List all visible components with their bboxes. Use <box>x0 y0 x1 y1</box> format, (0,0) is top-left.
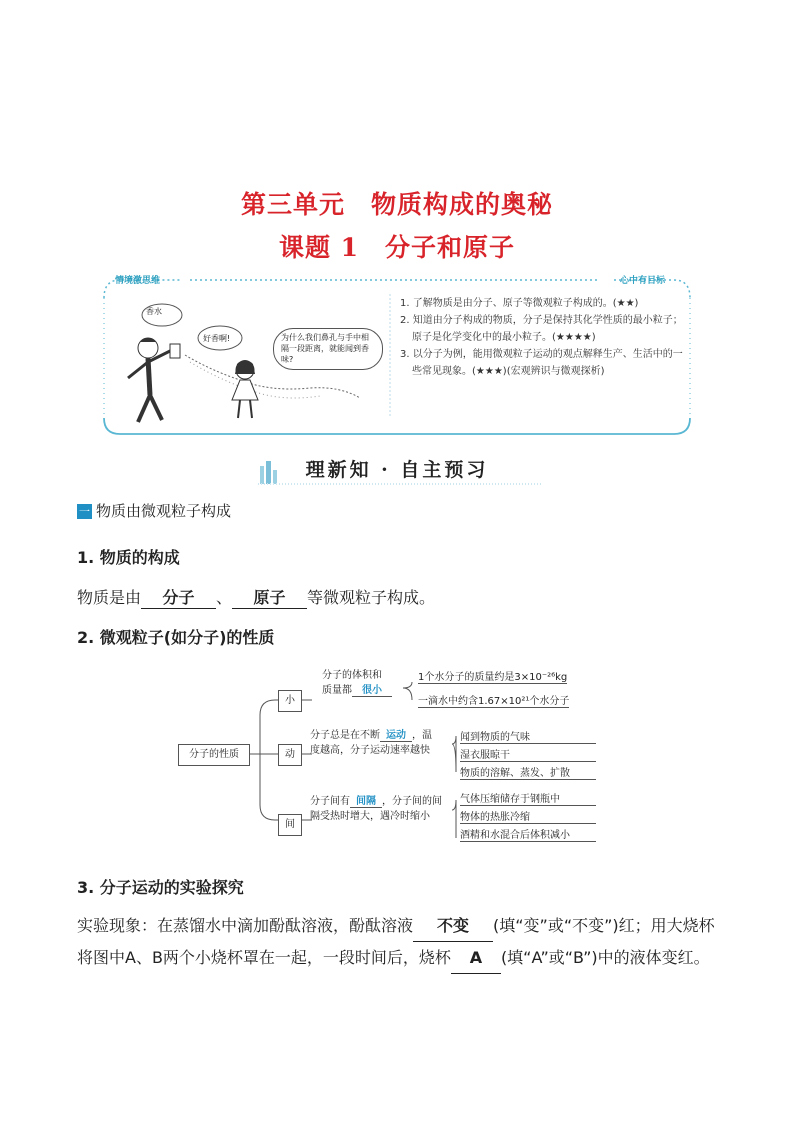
move-description <box>310 728 432 758</box>
section-number: 一 <box>79 505 90 518</box>
unit-title: 第三单元 物质构成的奥秘 <box>240 190 553 219</box>
heading-1: 1. 物质的构成 <box>77 548 180 567</box>
heading-3: 3. 分子运动的实验探究 <box>77 878 244 897</box>
answer-blank <box>232 585 307 609</box>
intro-left-tag: 情境激思维 <box>115 276 161 286</box>
goal-item: 3. 以分子为例，能用微观粒子运动的观点解释生产、生活中的一些常见现象。(★★★)(宏观辨识与微观探析) <box>400 349 683 377</box>
speech-perfume: 香水 <box>146 307 162 316</box>
text: 等微观粒子构成。 <box>307 588 436 607</box>
answer-blank <box>413 910 493 942</box>
mindmap-leaf: 物质的溶解、蒸发、扩散 <box>460 764 596 780</box>
mindmap-leaf: 一滴水中约含1.67×10²¹个水分子 <box>418 692 569 708</box>
mindmap-leaf: 闻到物质的气味 <box>460 728 596 744</box>
section-banner: 理新知 · 自主预习 <box>305 459 489 481</box>
paragraph-3 <box>77 910 717 974</box>
paragraph-1 <box>77 585 435 609</box>
mindmap-leaf: 酒精和水混合后体积减小 <box>460 826 596 842</box>
small-description <box>322 668 392 698</box>
text: (填“A”或“B”)中的液体变红。 <box>500 948 710 967</box>
goal-item: 2. 知道由分子构成的物质，分子是保持其化学性质的最小粒子；原子是化学变化中的最小粒子。(★★★★) <box>400 315 683 343</box>
mindmap-leaf: 气体压缩储存于钢瓶中 <box>460 790 596 806</box>
answer: 分子 <box>162 588 195 607</box>
mindmap-node-small: 小 <box>278 690 302 712</box>
text: ，分子间的间 <box>382 796 442 807</box>
mindmap-root: 分子的性质 <box>178 744 250 766</box>
text: 、 <box>216 588 233 607</box>
fill-answer: 间隔 <box>350 796 382 808</box>
text: 质量都 <box>322 685 352 696</box>
text: 分子总是在不断 <box>310 730 380 741</box>
goal-item: 1. 了解物质是由分子、原子等微观粒子构成的。(★★) <box>400 298 639 309</box>
mindmap-leaf: 湿衣服晾干 <box>460 746 596 762</box>
text: 实验现象：在蒸馏水中滴加酚酞溶液，酚酞溶液 <box>77 916 414 935</box>
answer: 不变 <box>437 916 470 935</box>
mindmap <box>150 660 610 850</box>
mindmap-node-move: 动 <box>278 744 302 766</box>
answer-blank <box>141 585 216 609</box>
section-label: 物质由微观粒子构成 <box>96 502 232 520</box>
fill-answer: 运动 <box>380 730 412 742</box>
speech-smell: 好香啊! <box>203 334 231 343</box>
learning-goals <box>400 295 690 380</box>
text: 物质是由 <box>77 588 142 607</box>
lesson-title: 课题 1 分子和原子 <box>278 233 516 262</box>
text: 分子间有 <box>310 796 350 807</box>
answer: 原子 <box>253 588 286 607</box>
mindmap-leaf: 物体的热胀冷缩 <box>460 808 596 824</box>
text: (填“变”或“不变”)红；用大烧杯将图中A、B两个小烧杯罩在一起，一段时间后，烧杯 <box>77 916 715 967</box>
answer-blank <box>451 942 501 974</box>
section-heading <box>77 500 231 521</box>
fill-answer: 很小 <box>352 685 392 697</box>
text: 分子的体积和 <box>322 670 382 681</box>
text: 度越高，分子运动速率越快 <box>310 745 430 756</box>
intro-right-tag: 心中有目标 <box>620 276 666 286</box>
gap-description <box>310 794 442 824</box>
mindmap-leaf: 1个水分子的质量约是3×10⁻²⁶kg <box>418 668 567 684</box>
text: ，温 <box>412 730 432 741</box>
mindmap-node-gap: 间 <box>278 814 302 836</box>
question-bubble: 为什么我们鼻孔与手中相隔一段距离，就能闻到香味? <box>273 328 383 370</box>
answer: A <box>469 948 483 967</box>
heading-2: 2. 微观粒子(如分子)的性质 <box>77 628 275 647</box>
text: 隔受热时增大，遇冷时缩小 <box>310 811 430 822</box>
